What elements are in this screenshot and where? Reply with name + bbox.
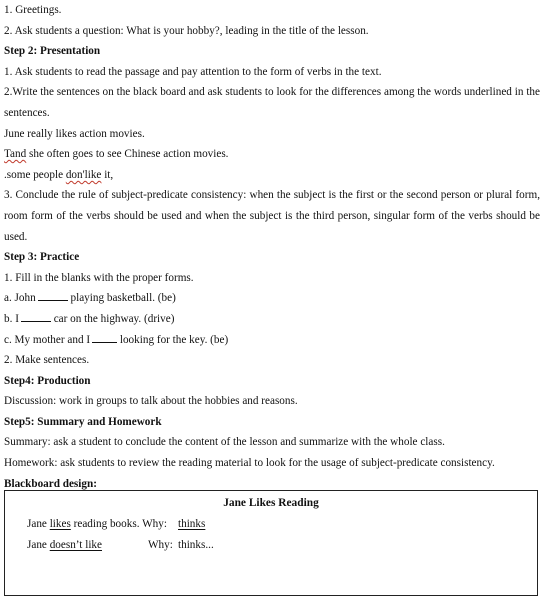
text-line: Discussion: work in groups to talk about the hobbies and reasons. [4, 395, 298, 408]
fill-blank [38, 291, 68, 301]
sentence-text: it, [101, 168, 114, 181]
text-line: room form of the verbs should be used and when the subject is the third person, singular form of the verbs should be [4, 209, 540, 222]
text-line: 2. Ask students a question: What is your hobby?, leading in the title of the lesson. [4, 24, 369, 37]
text-line: Homework: ask students to review the reading material to look for the usage of subject-predicate consistency. [4, 457, 495, 470]
section-heading: Step 3: Practice [4, 251, 80, 264]
subject-text: Jane [27, 518, 50, 530]
lesson-plan-document [4, 0, 540, 494]
blackboard-row [27, 518, 167, 530]
exercise-text: playing basketball. (be) [67, 292, 176, 305]
blackboard-design-box [4, 490, 538, 596]
fill-blank [92, 333, 117, 343]
text-line: sentences. [4, 106, 50, 119]
exercise-text: looking for the key. (be) [117, 333, 229, 346]
answer-text: thinks... [178, 539, 214, 551]
sentence-text: .some people [4, 168, 66, 181]
text-line: Summary: ask a student to conclude the content of the lesson and summarize with the whole class. [4, 436, 445, 449]
text-line: 2. Make sentences. [4, 354, 90, 367]
exercise-item [4, 288, 540, 309]
example-sentence: June really likes action movies. [4, 127, 145, 140]
exercise-item [4, 330, 540, 351]
blackboard-title: Jane Likes Reading [223, 497, 319, 509]
exercise-text: car on the highway. (drive) [50, 312, 175, 325]
exercise-text: b. I [4, 312, 19, 325]
misspelled-word: Tand [4, 148, 27, 161]
why-label: Why: [148, 539, 173, 551]
text-line: 1. Greetings. [4, 4, 62, 16]
exercise-item [4, 309, 540, 330]
sentence-text: she often goes to see Chinese action movies. [26, 148, 229, 161]
text-line: 3. Conclude the rule of subject-predicate consistency: when the subject is the first or the second person or plural form, [4, 189, 540, 202]
text-line: 1. Ask students to read the passage and pay attention to the form of verbs in the text. [4, 65, 382, 78]
example-sentence [4, 165, 540, 186]
section-heading: Blackboard design: [4, 477, 97, 490]
fill-blank [21, 312, 51, 322]
exercise-text: c. My mother and I [4, 333, 91, 346]
blackboard-row [27, 539, 102, 551]
misspelled-word: don'like [65, 168, 102, 181]
section-heading: Step5: Summary and Homework [4, 415, 162, 428]
subject-text: Jane [27, 539, 50, 551]
underlined-verb: doesn’t like [49, 539, 102, 551]
exercise-text: a. John [4, 292, 36, 305]
section-heading: Step4: Production [4, 374, 91, 387]
underlined-answer: thinks [178, 518, 206, 530]
sentence-text: reading books. Why: [70, 518, 167, 530]
example-sentence [4, 144, 540, 165]
section-heading: Step 2: Presentation [4, 45, 101, 58]
text-line: 2.Write the sentences on the black board and ask students to look for the differences among the words underlined in the [4, 86, 540, 99]
underlined-verb: likes [49, 518, 71, 530]
text-line: used. [4, 230, 28, 243]
text-line: 1. Fill in the blanks with the proper forms. [4, 271, 194, 284]
